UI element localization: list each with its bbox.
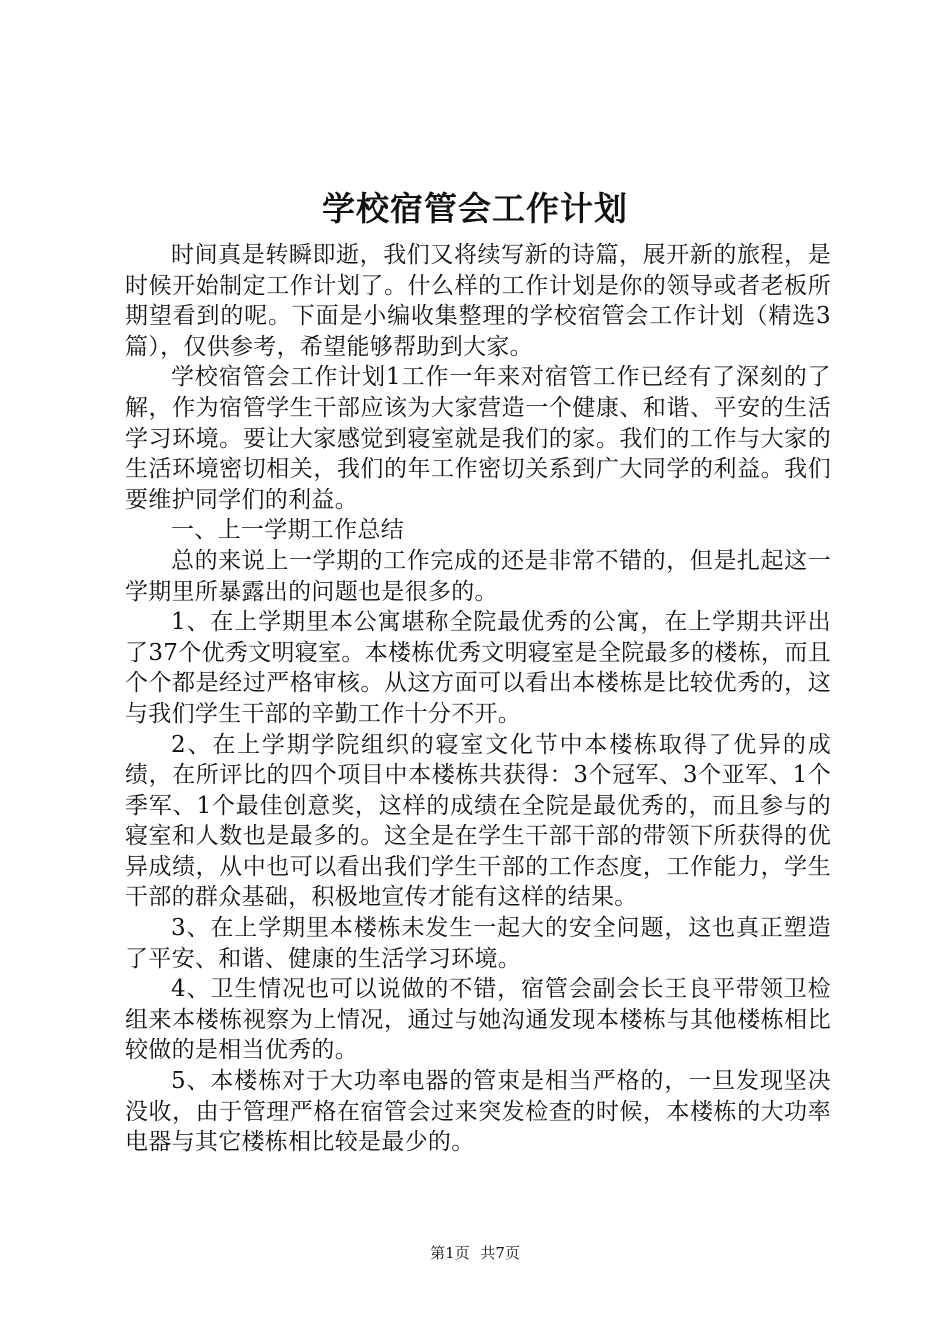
paragraph-item-4: 4、卫生情况也可以说做的不错，宿管会副会长王良平带领卫检组来本楼栋视察为上情况，通过与她沟通发现本楼栋与其他楼栋相比较做的是相当优秀的。 <box>125 976 831 1064</box>
page-footer <box>0 1242 950 1264</box>
paragraph-item-1: 1、在上学期里本公寓堪称全院最优秀的公寓，在上学期共评出了37个优秀文明寝室。本楼栋优秀文明寝室是全院最多的楼栋，而且个个都是经过严格审核。从这方面可以看出本楼栋是比较优秀的，这与我们学生干部的辛勤工作十分不开。 <box>125 609 831 727</box>
paragraph-intro: 时间真是转瞬即逝，我们又将续写新的诗篇，展开新的旅程，是时候开始制定工作计划了。什么样的工作计划是你的领导或者老板所期望看到的呢。下面是小编收集整理的学校宿管会工作计划（精选3篇），仅供参考，希望能够帮助到大家。 <box>125 242 831 360</box>
page-number: 第1页 <box>430 1244 470 1262</box>
paragraph-item-2: 2、在上学期学院组织的寝室文化节中本楼栋取得了优异的成绩，在所评比的四个项目中本楼栋共获得：3个冠军、3个亚军、1个季军、1个最佳创意奖，这样的成绩在全院是最优秀的，而且参与的寝室和人数也是最多的。这全是在学生干部干部的带领下所获得的优异成绩，从中也可以看出我们学生干部的工作态度，工作能力，学生干部的群众基础，积极地宣传才能有这样的结果。 <box>125 731 831 911</box>
paragraph-summary: 总的来说上一学期的工作完成的还是非常不错的，但是扎起这一学期里所暴露出的问题也是很多的。 <box>125 547 831 605</box>
section-heading-summary: 一、上一学期工作总结 <box>171 517 404 544</box>
document-body <box>125 240 831 1158</box>
paragraph-plan-1: 学校宿管会工作计划1工作一年来对宿管工作已经有了深刻的了解，作为宿管学生干部应该为大家营造一个健康、和谐、平安的生活学习环境。要让大家感觉到寝室就是我们的家。我们的工作与大家的生活环境密切相关，我们的年工作密切关系到广大同学的利益。我们要维护同学们的利益。 <box>125 364 831 513</box>
paragraph-item-3: 3、在上学期里本楼栋未发生一起大的安全问题，这也真正塑造了平安、和谐、健康的生活学习环境。 <box>125 915 831 972</box>
paragraph-item-5: 5、本楼栋对于大功率电器的管束是相当严格的，一旦发现坚决没收，由于管理严格在宿管会过来突发检查的时候，本楼栋的大功率电器与其它楼栋相比较是最少的。 <box>125 1068 831 1156</box>
page-total: 共7页 <box>480 1244 520 1262</box>
document-title: 学校宿管会工作计划 <box>322 189 628 228</box>
